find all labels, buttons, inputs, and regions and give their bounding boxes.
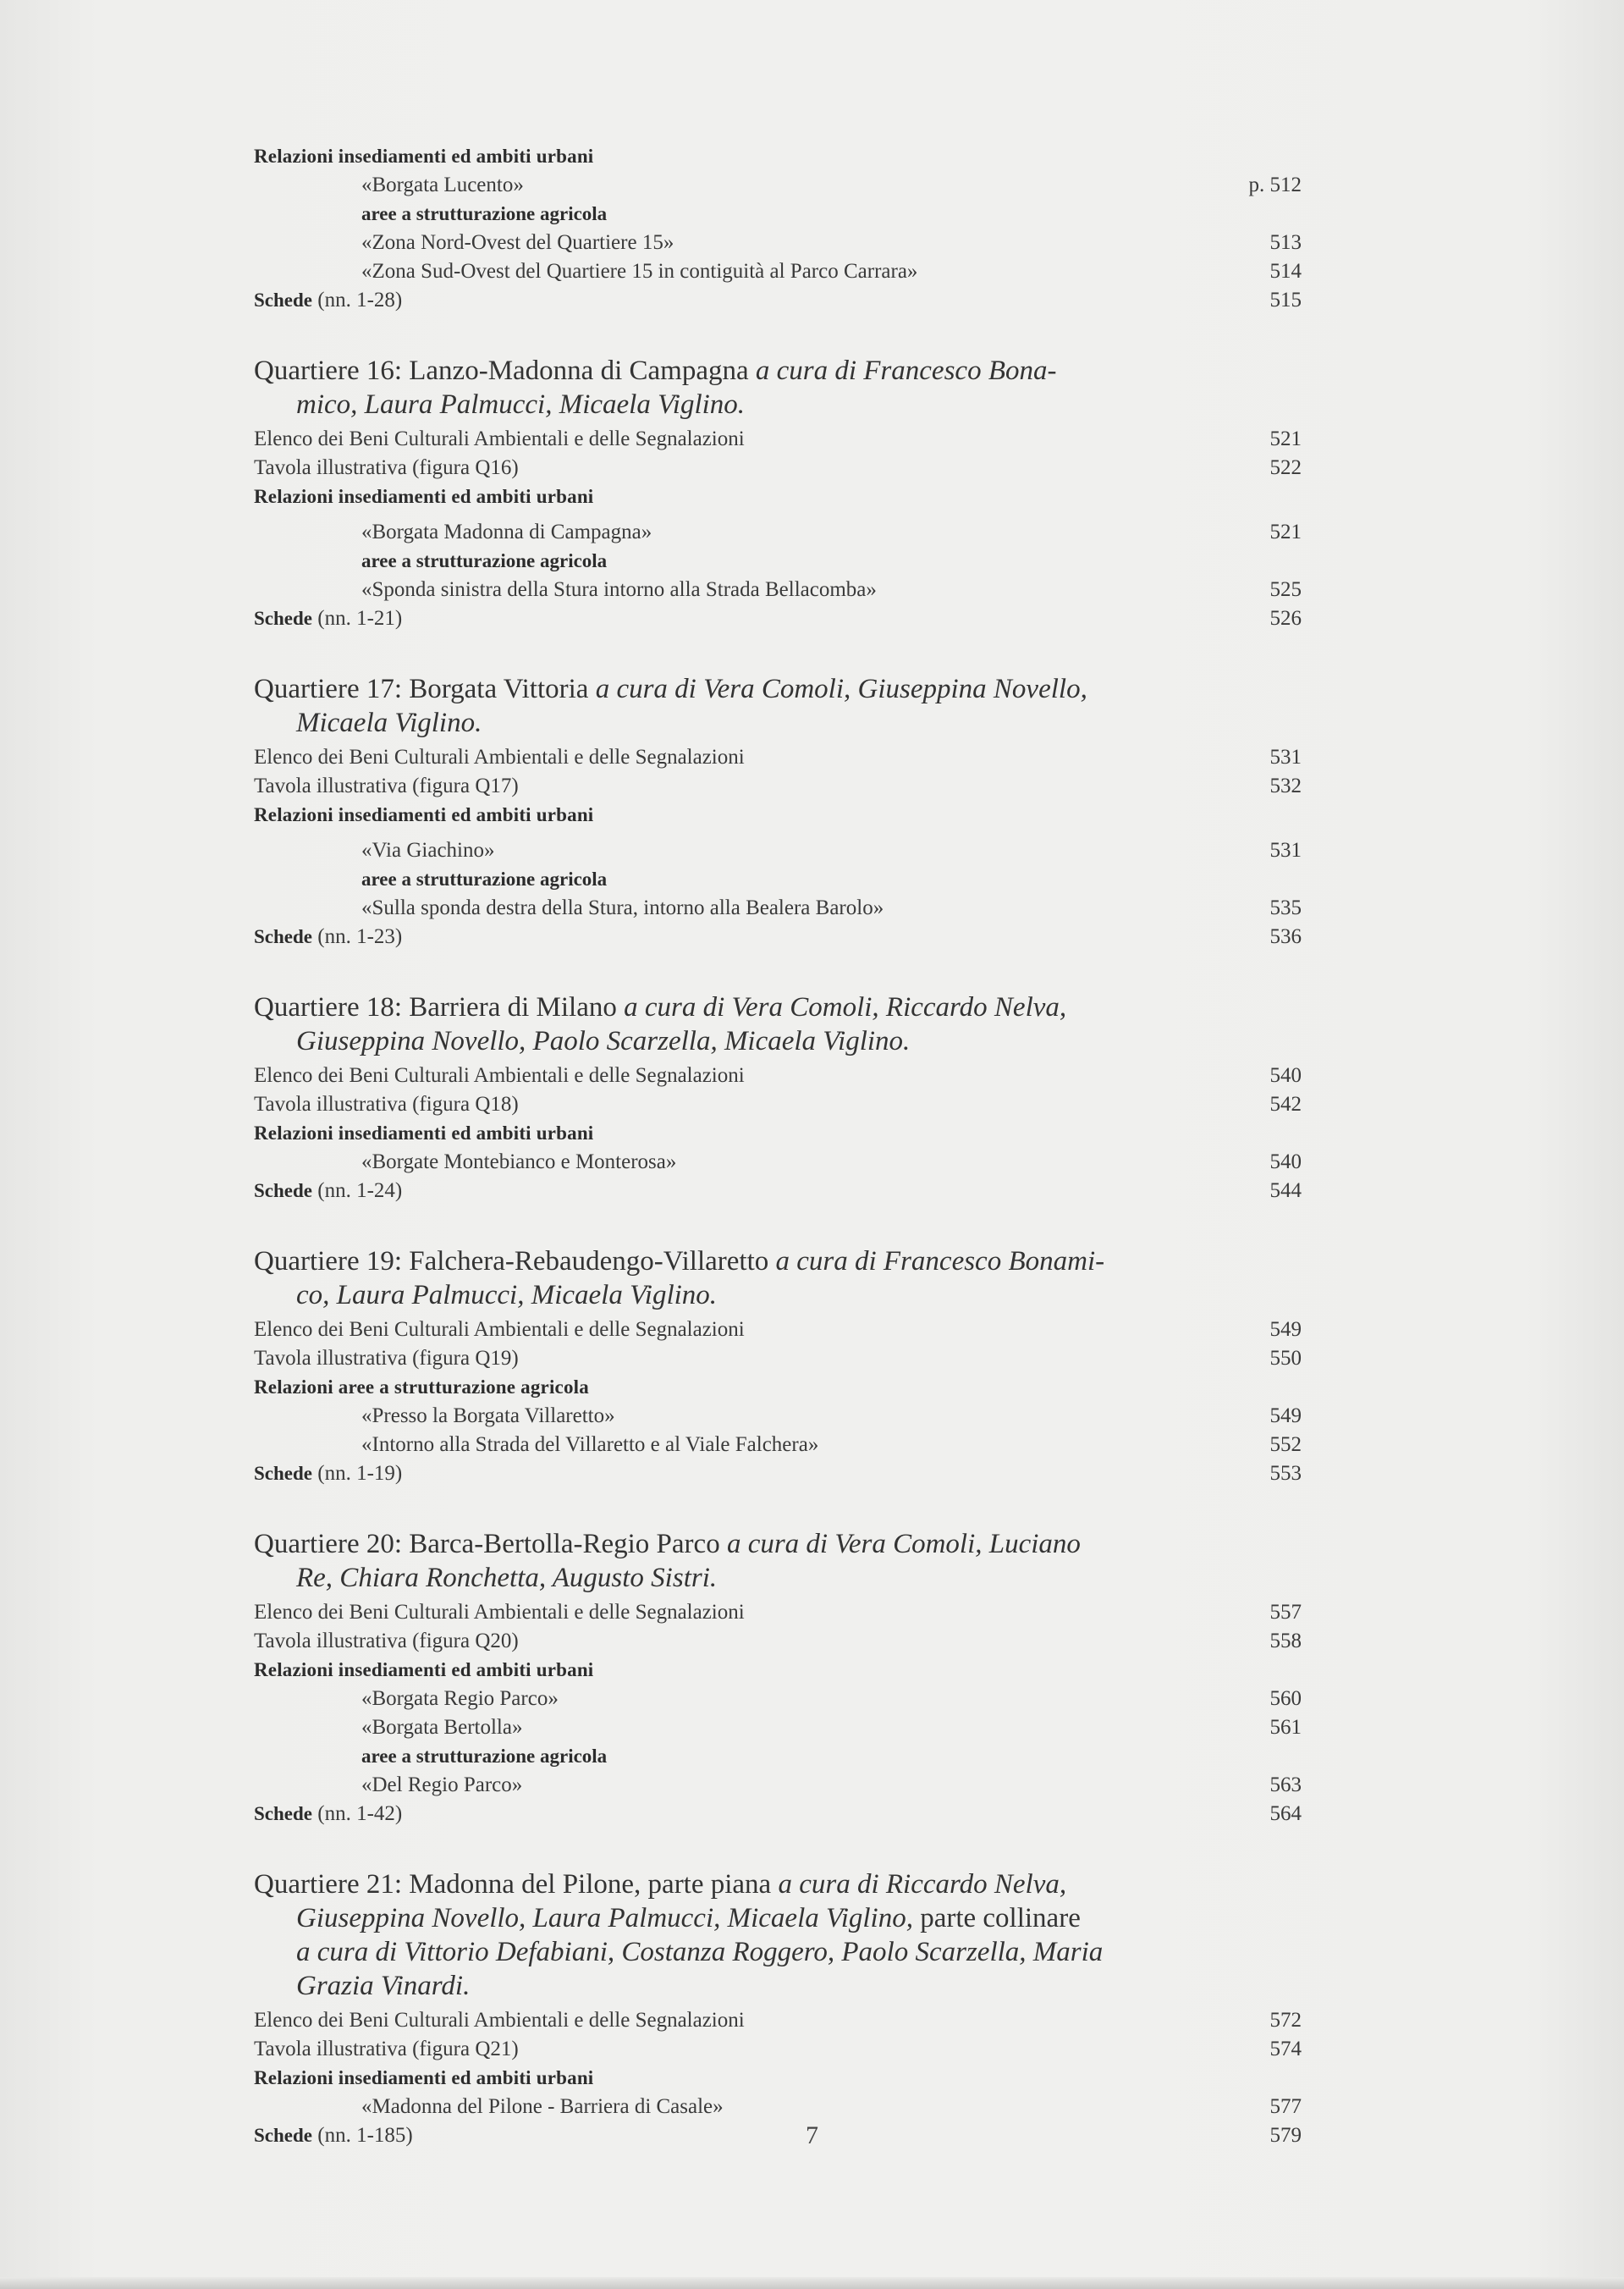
section-title: Quartiere 20: Barca-Bertolla-Regio Parco a cura di Vera Comoli, Luciano Re, Chiara Ronchetta, Augusto Sistri. — [254, 1529, 1081, 1593]
page-folio: 7 — [806, 2121, 818, 2149]
page-number: 542 — [1269, 1093, 1302, 1116]
schede-range: (nn. 1-185) — [317, 2124, 413, 2147]
toc-entry — [254, 2035, 1302, 2064]
entry-title: Tavola illustrativa (figura Q19) — [254, 1347, 519, 1370]
entry-title: Tavola illustrativa (figura Q21) — [254, 2038, 519, 2060]
table-of-contents — [254, 142, 1302, 2150]
page-number: 536 — [1269, 925, 1302, 948]
section-quartiere-17 — [254, 670, 1302, 951]
page-number: 549 — [1269, 1318, 1302, 1341]
toc-entry — [254, 1062, 1302, 1090]
entry-title: «Via Giachino» — [361, 839, 495, 862]
toc-entry — [254, 576, 1302, 604]
section-title: Quartiere 17: Borgata Vittoria a cura di Vera Comoli, Giuseppina Novello, Micaela Viglino. — [254, 674, 1087, 738]
relazioni-label: Relazioni — [254, 486, 333, 507]
schede-range: (nn. 1-19) — [317, 1462, 403, 1485]
toc-entry — [254, 2064, 1302, 2093]
page-number: 564 — [1269, 1802, 1302, 1825]
section-title: Quartiere 19: Falchera-Rebaudengo-Villaretto a cura di Francesco Bonami- co, Laura Palmucci, Micaela Viglino. — [254, 1246, 1105, 1310]
toc-entry — [254, 171, 1302, 200]
section-title: Quartiere 16: Lanzo-Madonna di Campagna a cura di Francesco Bona- mico, Laura Palmucci, Micaela Viglino. — [254, 356, 1057, 420]
entry-title: «Intorno alla Strada del Villaretto e al Viale Falchera» — [361, 1433, 819, 1456]
section-quartiere-20 — [254, 1525, 1302, 1828]
schede-label: Schede — [254, 290, 312, 311]
page-number: 526 — [1269, 607, 1302, 630]
page-number: 572 — [1269, 2009, 1302, 2032]
entry-title: «Borgate Montebianco e Monterosa» — [361, 1150, 677, 1173]
entry-title: Elenco dei Beni Culturali Ambientali e delle Segnalazioni — [254, 1064, 745, 1087]
toc-entry — [254, 1344, 1302, 1373]
toc-entry — [254, 142, 1302, 171]
toc-entry — [254, 483, 1302, 511]
entry-title: Elenco dei Beni Culturali Ambientali e delle Segnalazioni — [254, 746, 745, 769]
entry-title: «Zona Nord-Ovest del Quartiere 15» — [361, 231, 674, 254]
entry-title: Elenco dei Beni Culturali Ambientali e delle Segnalazioni — [254, 1318, 745, 1341]
entry-title: «Sulla sponda destra della Stura, intorno alla Bealera Barolo» — [361, 896, 884, 919]
page-number: 549 — [1269, 1404, 1302, 1427]
schede-range: (nn. 1-23) — [317, 925, 403, 948]
toc-entry — [254, 257, 1302, 286]
subcategory-heading: aree a strutturazione agricola — [361, 1746, 608, 1767]
schede-label: Schede — [254, 1180, 312, 1201]
page-number: 531 — [1269, 746, 1302, 769]
page-number: 531 — [1269, 839, 1302, 862]
toc-entry — [254, 1713, 1302, 1742]
page-number: 522 — [1269, 456, 1302, 479]
relazioni-label: Relazioni — [254, 1376, 333, 1398]
page-number: 552 — [1269, 1433, 1302, 1456]
entry-title: Tavola illustrativa (figura Q17) — [254, 775, 519, 797]
page-number: 561 — [1269, 1716, 1302, 1739]
toc-entry — [254, 1402, 1302, 1431]
relazioni-category: insediamenti ed ambiti urbani — [338, 2067, 594, 2088]
section-quartiere-21 — [254, 1866, 1302, 2150]
schede-range: (nn. 1-21) — [317, 607, 403, 630]
section-quartiere-15-continued — [254, 142, 1302, 315]
entry-title: «Sponda sinistra della Stura intorno alla Strada Bellacomba» — [361, 578, 877, 601]
toc-entry — [254, 454, 1302, 483]
toc-entry — [254, 1431, 1302, 1459]
entry-title: «Borgata Regio Parco» — [361, 1687, 559, 1710]
entry-title: Elenco dei Beni Culturali Ambientali e delle Segnalazioni — [254, 427, 745, 450]
section-title: Quartiere 18: Barriera di Milano a cura di Vera Comoli, Riccardo Nelva, Giuseppina Novello, Paolo Scarzella, Micaela Viglino. — [254, 992, 1067, 1056]
page-number: 558 — [1269, 1630, 1302, 1652]
page-number: p. 512 — [1248, 174, 1302, 196]
toc-entry — [254, 229, 1302, 257]
toc-entry — [254, 772, 1302, 801]
toc-entry — [254, 1598, 1302, 1627]
toc-entry — [254, 1148, 1302, 1177]
page-number: 579 — [1269, 2124, 1302, 2147]
toc-entry — [254, 1090, 1302, 1119]
schede-range: (nn. 1-24) — [317, 1179, 403, 1202]
relazioni-label: Relazioni — [254, 2067, 333, 2088]
relazioni-category: insediamenti ed ambiti urbani — [338, 804, 594, 825]
relazioni-category: insediamenti ed ambiti urbani — [338, 486, 594, 507]
toc-entry — [254, 2093, 1302, 2121]
toc-entry — [254, 743, 1302, 772]
page-number: 553 — [1269, 1462, 1302, 1485]
toc-entry — [254, 1771, 1302, 1800]
toc-entry — [254, 1373, 1302, 1402]
entry-title: Elenco dei Beni Culturali Ambientali e delle Segnalazioni — [254, 1601, 745, 1624]
relazioni-label: Relazioni — [254, 146, 333, 167]
page-number: 574 — [1269, 2038, 1302, 2060]
toc-entry — [254, 425, 1302, 454]
toc-entry — [254, 1656, 1302, 1685]
page-number: 577 — [1269, 2095, 1302, 2118]
entry-title: «Presso la Borgata Villaretto» — [361, 1404, 615, 1427]
schede-range: (nn. 1-42) — [317, 1802, 403, 1825]
subcategory-heading: aree a strutturazione agricola — [361, 203, 608, 224]
entry-title: Elenco dei Beni Culturali Ambientali e delle Segnalazioni — [254, 2009, 745, 2032]
toc-entry — [254, 1315, 1302, 1344]
toc-entry — [254, 511, 1302, 547]
relazioni-category: aree a strutturazione agricola — [338, 1376, 589, 1398]
entry-title: «Borgata Lucento» — [361, 174, 524, 196]
schede-range: (nn. 1-28) — [317, 289, 403, 312]
schede-label: Schede — [254, 1803, 312, 1824]
entry-title: «Zona Sud-Ovest del Quartiere 15 in contiguità al Parco Carrara» — [361, 260, 918, 283]
subcategory-heading: aree a strutturazione agricola — [361, 550, 608, 571]
relazioni-category: insediamenti ed ambiti urbani — [338, 1122, 594, 1144]
page-number: 557 — [1269, 1601, 1302, 1624]
toc-entry — [254, 923, 1302, 951]
page-number: 521 — [1269, 521, 1302, 543]
page-number: 550 — [1269, 1347, 1302, 1370]
entry-title: «Borgata Madonna di Campagna» — [361, 521, 652, 543]
schede-label: Schede — [254, 1463, 312, 1484]
toc-entry — [254, 1685, 1302, 1713]
subcategory-heading: aree a strutturazione agricola — [361, 869, 608, 890]
page-number: 540 — [1269, 1150, 1302, 1173]
page-number: 513 — [1269, 231, 1302, 254]
page-edge — [0, 2277, 1624, 2289]
page-number: 560 — [1269, 1687, 1302, 1710]
page-number: 515 — [1269, 289, 1302, 312]
toc-entry — [254, 2006, 1302, 2035]
section-quartiere-16 — [254, 352, 1302, 633]
toc-entry — [254, 1459, 1302, 1488]
relazioni-category: insediamenti ed ambiti urbani — [338, 1659, 594, 1680]
toc-entry — [254, 1800, 1302, 1828]
relazioni-label: Relazioni — [254, 1122, 333, 1144]
schede-label: Schede — [254, 2125, 312, 2146]
schede-label: Schede — [254, 926, 312, 947]
page-number: 544 — [1269, 1179, 1302, 1202]
entry-title: Tavola illustrativa (figura Q20) — [254, 1630, 519, 1652]
entry-title: Tavola illustrativa (figura Q18) — [254, 1093, 519, 1116]
page-number: 532 — [1269, 775, 1302, 797]
schede-label: Schede — [254, 608, 312, 629]
section-quartiere-18 — [254, 989, 1302, 1205]
toc-entry — [254, 604, 1302, 633]
entry-title: «Madonna del Pilone - Barriera di Casale» — [361, 2095, 724, 2118]
page-number: 540 — [1269, 1064, 1302, 1087]
page-number: 521 — [1269, 427, 1302, 450]
section-title: Quartiere 21: Madonna del Pilone, parte piana a cura di Riccardo Nelva, Giuseppina Novello, Laura Palmucci, Micaela Viglino, parte collinare a cura di Vittorio Defabiani, Costanza Roggero, Paolo Scarzella, Maria Grazia Vinardi. — [254, 1869, 1104, 2001]
relazioni-label: Relazioni — [254, 804, 333, 825]
toc-entry — [254, 894, 1302, 923]
relazioni-category: insediamenti ed ambiti urbani — [338, 146, 594, 167]
page-number: 514 — [1269, 260, 1302, 283]
page-number: 535 — [1269, 896, 1302, 919]
page-number: 563 — [1269, 1773, 1302, 1796]
toc-entry — [254, 286, 1302, 315]
toc-entry — [254, 801, 1302, 830]
relazioni-label: Relazioni — [254, 1659, 333, 1680]
entry-title: «Borgata Bertolla» — [361, 1716, 523, 1739]
entry-title: Tavola illustrativa (figura Q16) — [254, 456, 519, 479]
toc-entry — [254, 1177, 1302, 1205]
entry-title: «Del Regio Parco» — [361, 1773, 523, 1796]
toc-entry — [254, 830, 1302, 865]
section-quartiere-19 — [254, 1243, 1302, 1488]
toc-entry — [254, 1627, 1302, 1656]
toc-entry — [254, 1119, 1302, 1148]
page-number: 525 — [1269, 578, 1302, 601]
